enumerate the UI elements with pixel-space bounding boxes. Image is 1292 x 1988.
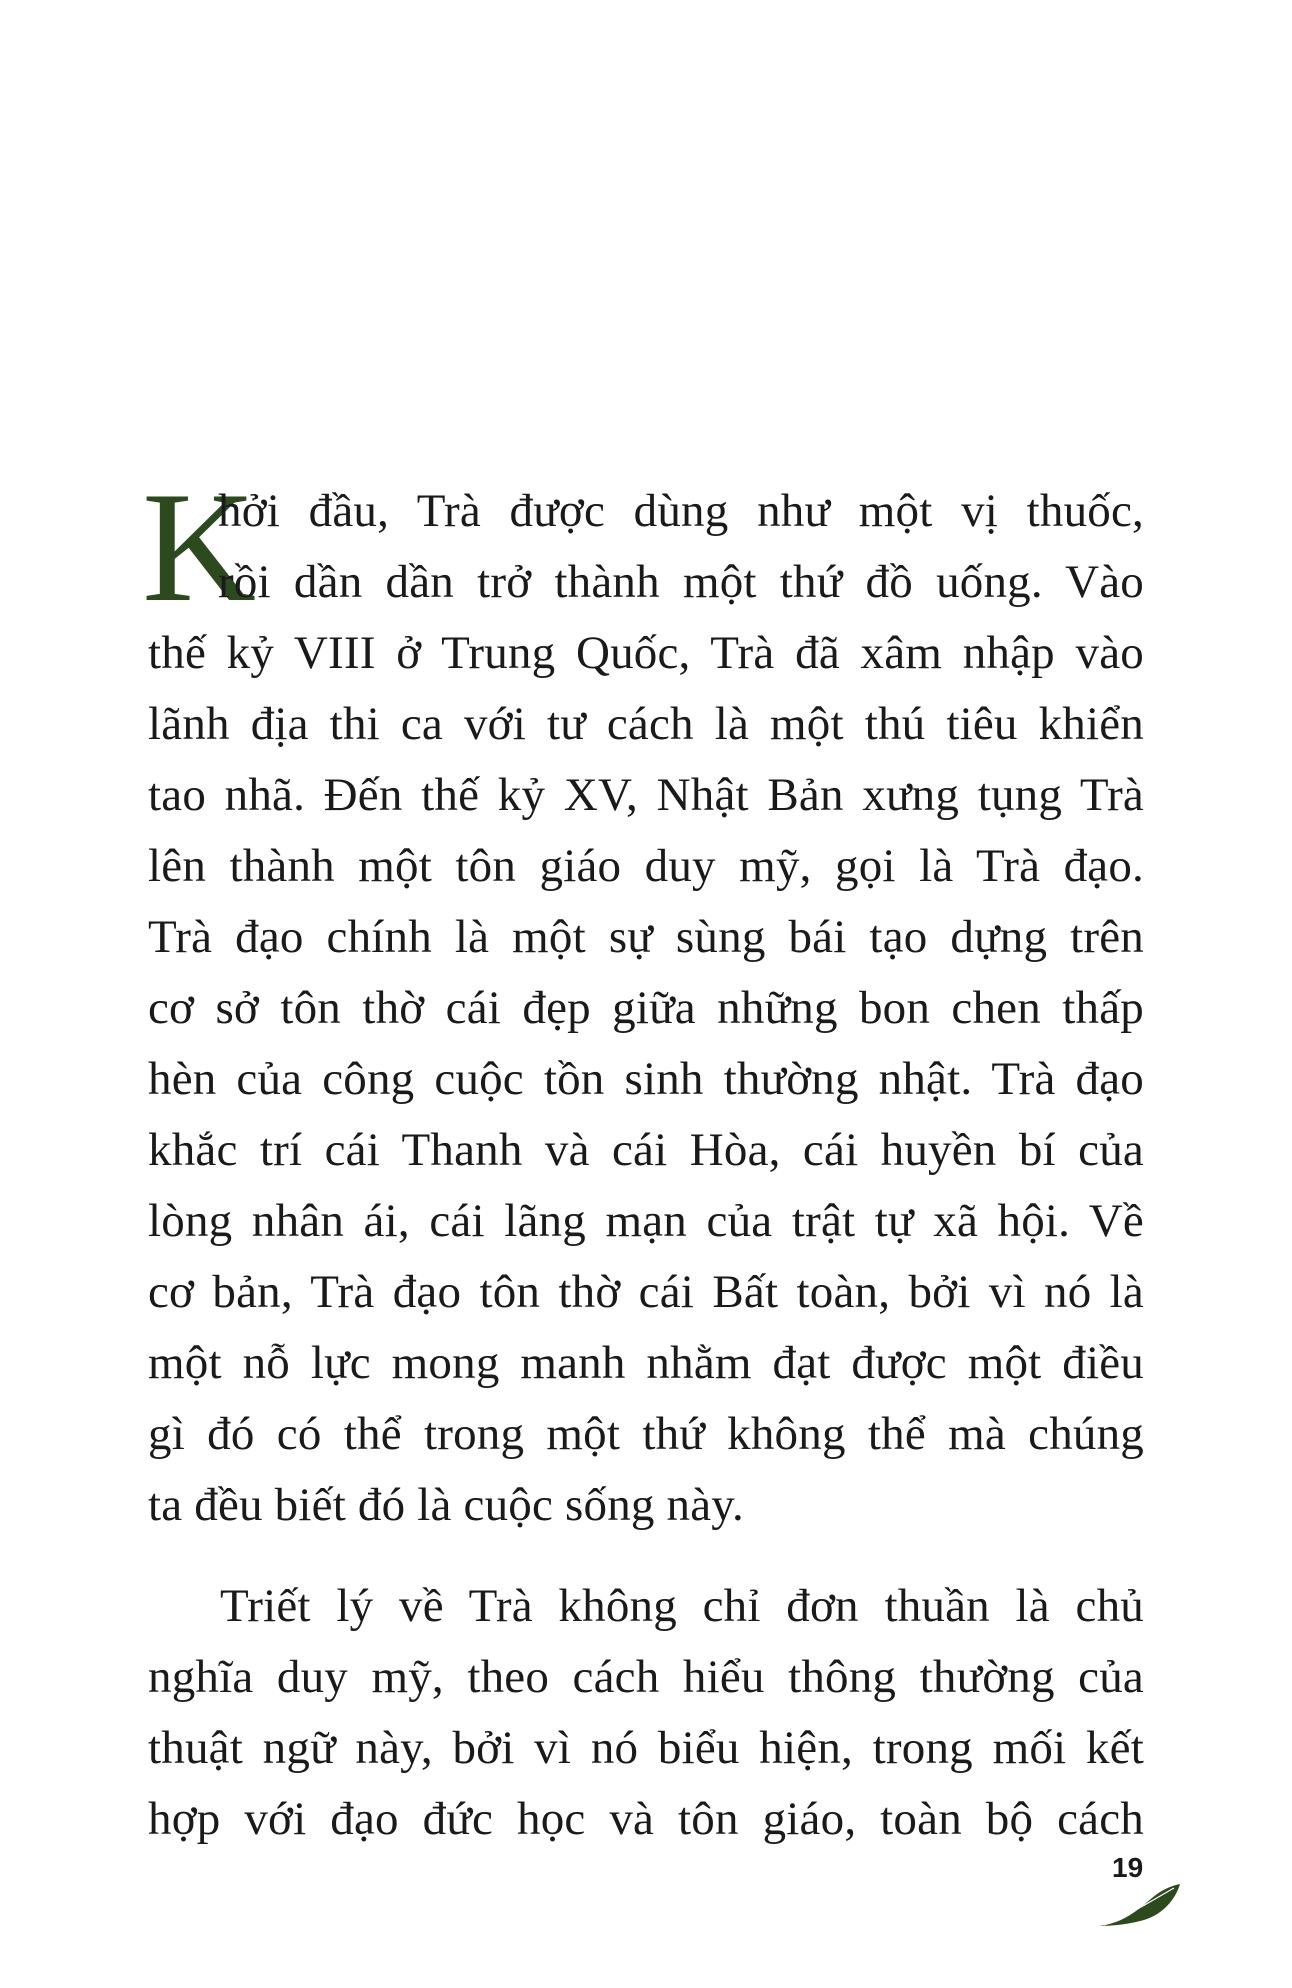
- paragraph-1: [148, 476, 1144, 1541]
- text-line: khắc trí cái Thanh và cái Hòa, cái huyền bí của: [148, 1124, 1144, 1176]
- text-line: cơ sở tôn thờ cái đẹp giữa những bon chen thấp: [148, 982, 1144, 1034]
- text-line: lòng nhân ái, cái lãng mạn của trật tự xã hội. Về: [148, 1195, 1144, 1247]
- drop-cap: K: [142, 460, 257, 635]
- page-number: 19: [1112, 1852, 1144, 1883]
- text-line: Triết lý về Trà không chỉ đơn thuần là chủ: [220, 1580, 1144, 1632]
- text-line: hèn của công cuộc tồn sinh thường nhật. Trà đạo: [148, 1053, 1144, 1105]
- leaf-icon: [1094, 1880, 1184, 1930]
- text-line: một nỗ lực mong manh nhằm đạt được một điều: [148, 1337, 1144, 1389]
- text-line: nghĩa duy mỹ, theo cách hiểu thông thường của: [148, 1651, 1144, 1703]
- text-line: rồi dần dần trở thành một thứ đồ uống. Vào: [218, 556, 1144, 608]
- text-line: ta đều biết đó là cuộc sống này.: [148, 1479, 744, 1531]
- text-line: Trà đạo chính là một sự sùng bái tạo dựng trên: [148, 911, 1144, 963]
- text-line: hởi đầu, Trà được dùng như một vị thuốc,: [218, 485, 1144, 537]
- text-line: tao nhã. Đến thế kỷ XV, Nhật Bản xưng tụng Trà: [148, 769, 1144, 821]
- text-line: gì đó có thể trong một thứ không thể mà chúng: [148, 1408, 1144, 1460]
- text-line: lãnh địa thi ca với tư cách là một thú tiêu khiển: [148, 698, 1144, 750]
- paragraph-2: [148, 1571, 1144, 1855]
- text-line: hợp với đạo đức học và tôn giáo, toàn bộ cách: [148, 1793, 1144, 1845]
- text-line: cơ bản, Trà đạo tôn thờ cái Bất toàn, bởi vì nó là: [148, 1266, 1144, 1318]
- text-line: lên thành một tôn giáo duy mỹ, gọi là Trà đạo.: [148, 840, 1144, 892]
- text-line: thế kỷ VIII ở Trung Quốc, Trà đã xâm nhập vào: [148, 627, 1144, 679]
- text-line: thuật ngữ này, bởi vì nó biểu hiện, trong mối kết: [148, 1722, 1144, 1774]
- body-text: [148, 476, 1144, 1855]
